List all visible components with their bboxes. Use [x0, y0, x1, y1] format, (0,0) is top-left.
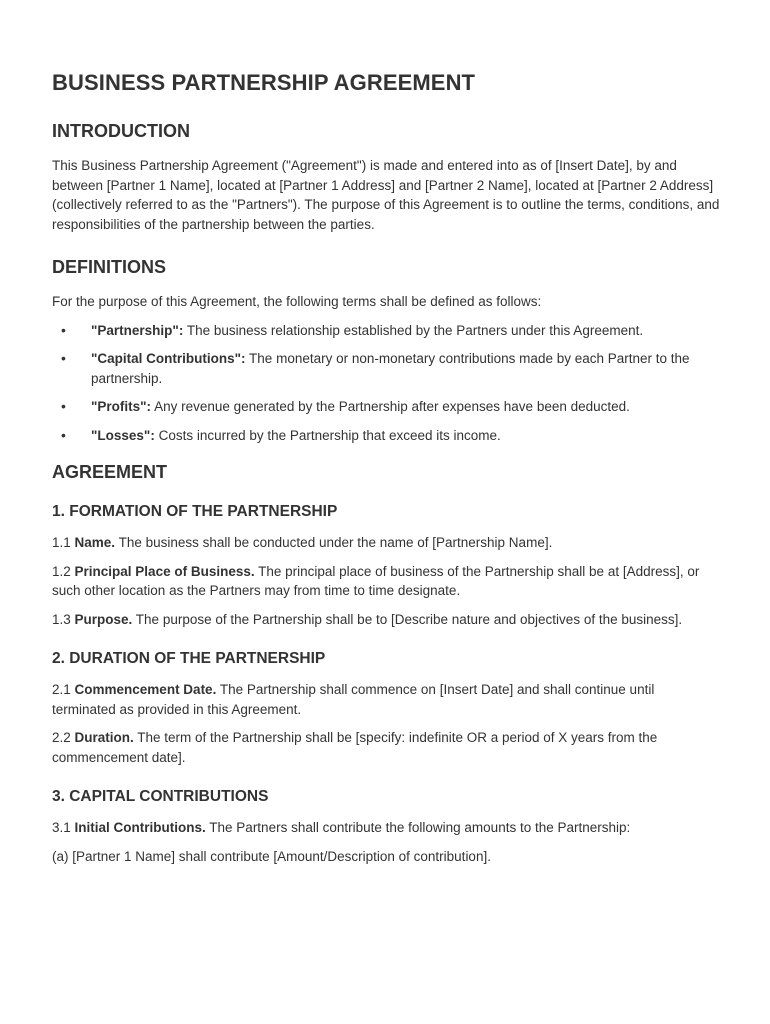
clause-title: Principal Place of Business. — [74, 563, 255, 579]
clause-1-3 — [52, 610, 720, 630]
section-3-heading: 3. CAPITAL CONTRIBUTIONS — [52, 788, 269, 805]
definition-item — [52, 426, 720, 446]
document-title: BUSINESS PARTNERSHIP AGREEMENT — [52, 70, 476, 95]
clause-text: The principal place of business of the Partnership shall be at [Address], or such other location as the Partners may from time to time designate. — [52, 563, 700, 598]
agreement-heading: AGREEMENT — [52, 462, 168, 482]
clause-number: 1.2 — [52, 563, 75, 579]
clause-number: 1.1 — [52, 535, 75, 550]
clause-number: 3.1 — [52, 820, 75, 835]
clause-title: Purpose. — [74, 611, 133, 627]
clause-title: Commencement Date. — [74, 682, 217, 697]
bullet-icon: • — [61, 426, 66, 443]
definitions-list — [52, 321, 720, 446]
definition-text: Costs incurred by the Partnership that exceed its income. — [154, 427, 501, 443]
clause-title: Duration. — [74, 730, 134, 745]
definitions-heading: DEFINITIONS — [52, 257, 167, 277]
bullet-icon: • — [61, 321, 66, 338]
clause-2-1 — [52, 680, 720, 719]
introduction-heading: INTRODUCTION — [52, 121, 190, 141]
definition-term: "Losses": — [91, 427, 155, 443]
clause-3-1-a: (a) [Partner 1 Name] shall contribute [Amount/Description of contribution]. — [52, 848, 491, 864]
section-1-heading: 1. FORMATION OF THE PARTNERSHIP — [52, 503, 338, 520]
clause-text: The purpose of the Partnership shall be to [Describe nature and objectives of the business]. — [132, 611, 683, 627]
bullet-icon: • — [61, 398, 66, 414]
definition-text: Any revenue generated by the Partnership after expenses have been deducted. — [151, 399, 630, 414]
definition-text: The business relationship established by the Partners under this Agreement. — [183, 322, 644, 338]
clause-text: The Partnership shall commence on [Insert Date] and shall continue until terminated as provided in this Agreement. — [52, 682, 655, 717]
clause-title: Initial Contributions. — [74, 820, 206, 835]
clause-text: The term of the Partnership shall be [specify: indefinite OR a period of X years from the commencement date]. — [52, 730, 658, 765]
clause-title: Name. — [74, 535, 116, 550]
section-2-heading: 2. DURATION OF THE PARTNERSHIP — [52, 650, 326, 667]
clause-3-1 — [52, 818, 720, 838]
bullet-icon: • — [61, 350, 66, 366]
clause-number: 1.3 — [52, 611, 75, 627]
introduction-paragraph: This Business Partnership Agreement ("Agreement") is made and entered into as of [Insert Date], by and between [Partner 1 Name], located at [Partner 1 Address] and [Partner 2 Name], located at [Partner 2 Address] (collectively referred to as the "Partners"). The purpose of this Agreement is to outline the terms, conditions, and responsibilities of the partnership between the parties. — [52, 158, 720, 232]
clause-2-2 — [52, 728, 720, 767]
clause-1-2 — [52, 562, 720, 601]
definition-term: "Capital Contributions": — [91, 351, 246, 366]
definition-term: "Profits": — [91, 399, 152, 414]
definition-term: "Partnership": — [91, 322, 184, 338]
definition-item — [52, 397, 720, 417]
clause-text: The business shall be conducted under the name of [Partnership Name]. — [115, 535, 553, 550]
definition-text: The monetary or non-monetary contributions made by each Partner to the partnership. — [91, 351, 690, 386]
definition-item — [52, 349, 720, 388]
clause-number: 2.2 — [52, 730, 75, 745]
definition-item — [52, 321, 720, 341]
clause-text: The Partners shall contribute the following amounts to the Partnership: — [205, 820, 631, 835]
clause-1-1 — [52, 533, 720, 553]
definitions-lead: For the purpose of this Agreement, the following terms shall be defined as follows: — [52, 294, 542, 309]
clause-number: 2.1 — [52, 682, 75, 697]
